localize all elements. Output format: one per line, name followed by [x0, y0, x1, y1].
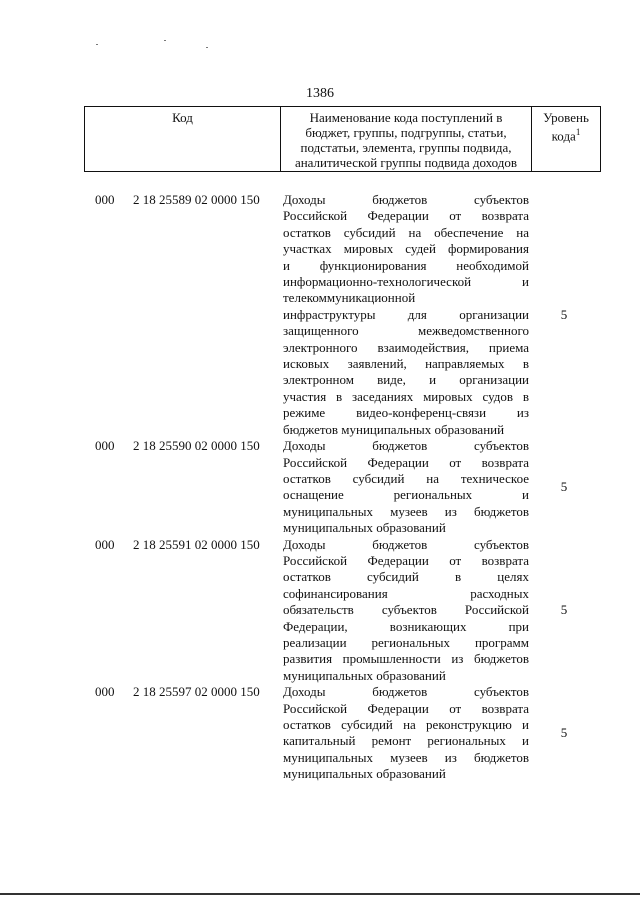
scan-speck — [206, 47, 208, 48]
income-code: 2 18 25589 02 0000 150 — [133, 192, 260, 207]
header-level-word: кода — [551, 128, 576, 144]
scan-speck — [96, 44, 98, 45]
income-name-line: развития промышленности из бюджетов — [283, 651, 529, 667]
header-name — [281, 107, 532, 171]
income-name-line: софинансирования расходных — [283, 585, 529, 601]
income-name-line: остатков субсидий на реконструкцию и — [283, 717, 529, 732]
header-name-line: аналитической группы подвида доходов — [294, 155, 518, 170]
income-name-line: оснащение региональных и — [283, 487, 529, 503]
page-number: 1386 — [306, 86, 334, 101]
income-name-line: телекоммуникационной — [283, 290, 416, 306]
table-row — [0, 684, 640, 782]
income-name-line: Доходы бюджетов субъектов — [283, 192, 529, 207]
admin-code: 000 — [95, 536, 115, 552]
income-name-line: электронном виде, и организации — [283, 372, 529, 388]
income-name-line: остатков субсидий в целях — [283, 569, 529, 585]
income-name — [283, 192, 529, 438]
income-name-line: обязательств субъектов Российской — [283, 602, 529, 618]
code-level: 5 — [560, 306, 568, 322]
income-name-line: Российской Федерации от возврата — [283, 552, 529, 568]
header-name-line: подстатьи, элемента, группы подвида, — [300, 140, 512, 155]
header-level — [532, 107, 600, 171]
income-name-line: инфраструктуры для организации — [283, 306, 529, 322]
header-level-word: Уровень — [543, 110, 589, 125]
income-code: 2 18 25597 02 0000 150 — [133, 684, 260, 700]
income-name-line: участия в заседаниях мировых судов в — [283, 388, 529, 404]
header-name-line: бюджет, группы, подгруппы, статьи, — [305, 125, 507, 140]
scan-speck — [164, 40, 166, 41]
income-name — [283, 438, 529, 536]
table-row — [0, 192, 640, 438]
income-name-line: Российской Федерации от возврата — [283, 454, 529, 470]
income-name-line: электронного взаимодействия, приема — [283, 339, 529, 355]
income-name-line: муниципальных образований — [283, 667, 446, 683]
income-name-line: Доходы бюджетов субъектов — [283, 438, 529, 454]
income-name-line: и функционирования необходимой — [283, 257, 529, 273]
income-code-list — [0, 192, 640, 783]
income-name-line: реализации региональных программ — [283, 634, 529, 650]
income-name-line: муниципальных образований — [283, 766, 446, 782]
table-header — [84, 106, 601, 172]
income-name-line: капитальный ремонт региональных и — [283, 733, 529, 749]
income-name-line: режиме видео-конференц-связи из — [283, 405, 529, 421]
income-name-line: муниципальных музеев из бюджетов — [283, 503, 529, 519]
header-code: Код — [85, 107, 281, 171]
scan-edge — [0, 893, 640, 895]
income-name-line: участках мировых судей формирования — [283, 241, 529, 257]
income-name-line: остатков субсидий на обеспечение на — [283, 224, 529, 240]
income-name-line: Федерации, возникающих при — [283, 618, 529, 634]
income-name-line: остатков субсидий на техническое — [283, 470, 529, 486]
code-level: 5 — [560, 725, 568, 741]
income-name — [283, 537, 529, 685]
income-name-line: Российской Федерации от возврата — [283, 208, 529, 224]
admin-code: 000 — [95, 684, 115, 700]
admin-code: 000 — [95, 192, 115, 207]
code-level: 5 — [560, 479, 568, 495]
income-code: 2 18 25590 02 0000 150 — [133, 438, 260, 454]
income-name-line: информационно-технологической и — [283, 274, 529, 290]
income-name-line: Доходы бюджетов субъектов — [283, 536, 529, 552]
income-name-line: Российской Федерации от возврата — [283, 700, 529, 716]
footnote-marker: 1 — [575, 127, 581, 137]
income-code: 2 18 25591 02 0000 150 — [133, 536, 260, 552]
income-name-line: муниципальных образований — [283, 520, 446, 536]
table-row — [0, 537, 640, 685]
income-name-line: бюджетов муниципальных образований — [283, 421, 505, 437]
income-name-line: муниципальных музеев из бюджетов — [283, 749, 529, 765]
income-name-line: защищенного межведомственного — [283, 323, 529, 339]
income-name-line: Доходы бюджетов субъектов — [283, 684, 529, 700]
table-row — [0, 438, 640, 536]
income-name-line: исковых заявлений, направляемых в — [283, 356, 529, 372]
header-name-line: Наименование кода поступлений в — [309, 110, 503, 125]
income-name — [283, 684, 529, 782]
code-level: 5 — [560, 602, 568, 618]
admin-code: 000 — [95, 438, 115, 454]
